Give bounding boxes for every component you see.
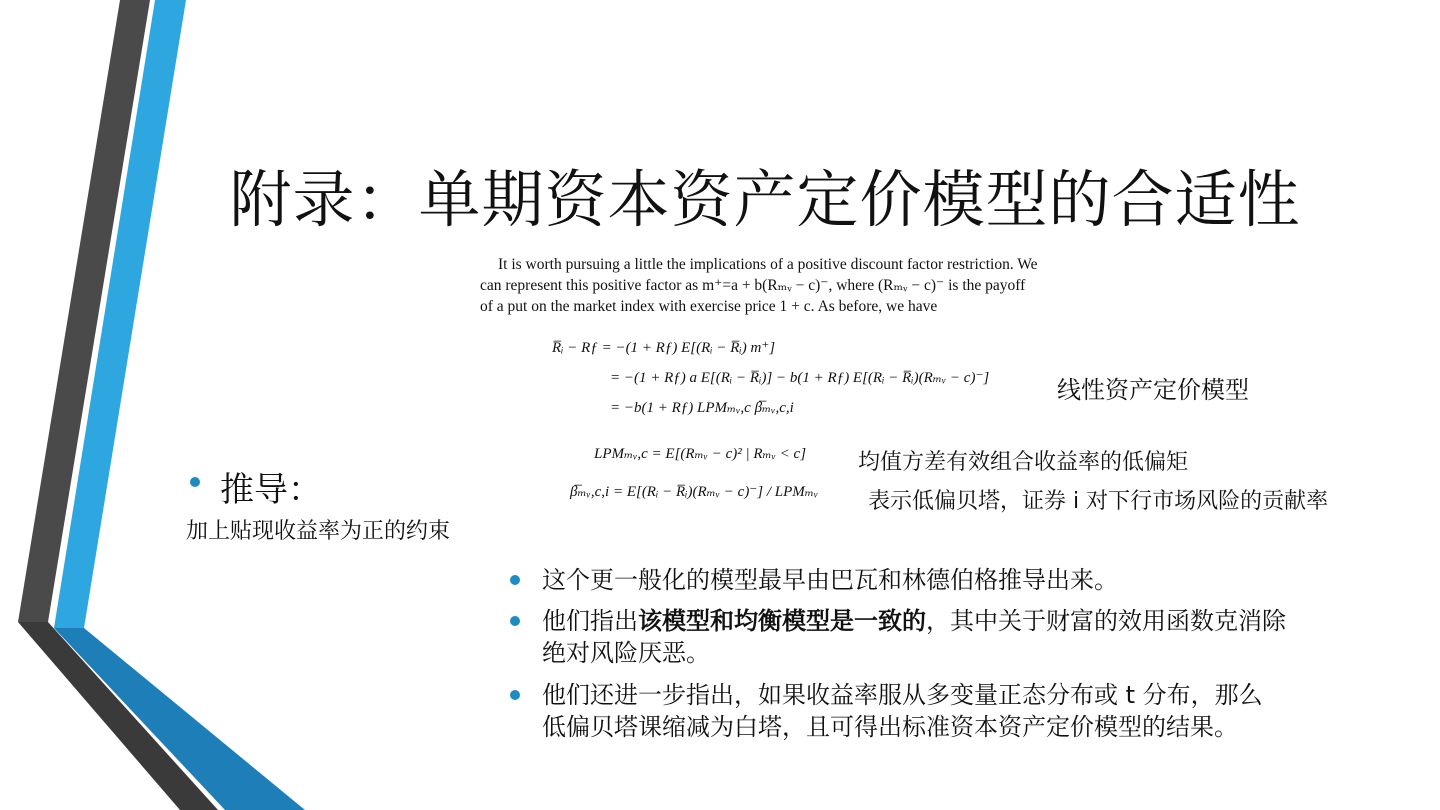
derivation-heading: 推导： bbox=[220, 470, 322, 510]
paper-line-2: can represent this positive factor as m⁺=a + b(Rₘᵥ − c)⁻, where (Rₘᵥ − c)⁻ is the payoff bbox=[480, 277, 1026, 294]
list-item bbox=[542, 679, 1277, 743]
equation-3: = −b(1 + Rƒ) LPMₘᵥ,c β̅ₘᵥ,c,i bbox=[610, 400, 794, 416]
equation-beta: β̅ₘᵥ,c,i = E[(Rᵢ − R̅ᵢ)(Rₘᵥ − c)⁻] / LPMₘᵥ bbox=[570, 484, 819, 500]
bullet-icon bbox=[510, 575, 520, 585]
lpm-note: 均值方差有效组合收益率的低偏矩 bbox=[858, 450, 1189, 475]
slide-title: 附录：单期资本资产定价模型的合适性 bbox=[229, 163, 1301, 236]
bullet-icon bbox=[510, 616, 520, 626]
list-item-text: 这个更一般化的模型最早由巴瓦和林德伯格推导出来。 bbox=[542, 566, 1118, 594]
list-item bbox=[542, 564, 1302, 596]
constraint-subtext: 加上贴现收益率为正的约束 bbox=[186, 519, 451, 544]
linear-model-note: 线性资产定价模型 bbox=[1057, 376, 1249, 404]
bullet-icon bbox=[190, 477, 200, 487]
list-item-text-pre: 他们指出 bbox=[542, 607, 638, 635]
beta-note: 表示低偏贝塔，证券 i 对下行市场风险的贡献率 bbox=[868, 489, 1329, 514]
paper-line-1: It is worth pursuing a little the implications of a positive discount factor restriction. We bbox=[498, 256, 1038, 273]
list-item-text-post: ，其中关于财富的效用函数克消除绝对风险厌恶。 bbox=[542, 607, 1286, 667]
equation-1: R̅ᵢ − Rƒ = −(1 + Rƒ) E[(Rᵢ − R̅ᵢ) m⁺] bbox=[552, 340, 776, 356]
equation-lpm: LPMₘᵥ,c = E[(Rₘᵥ − c)² | Rₘᵥ < c] bbox=[594, 446, 807, 462]
list-item bbox=[542, 605, 1287, 669]
bullet-icon bbox=[510, 690, 520, 700]
list-item-emphasis: 该模型和均衡模型是一致的 bbox=[638, 607, 926, 635]
decorative-stripes bbox=[0, 0, 320, 810]
paper-line-3: of a put on the market index with exercise price 1 + c. As before, we have bbox=[480, 298, 938, 315]
paper-excerpt bbox=[480, 254, 1120, 317]
list-item-text: 他们还进一步指出，如果收益率服从多变量正态分布或 t 分布，那么低偏贝塔课缩减为白塔，且可得出标准资本资产定价模型的结果。 bbox=[542, 681, 1263, 741]
equation-2: = −(1 + Rƒ) a E[(Rᵢ − R̅ᵢ)] − b(1 + Rƒ) E[(Rᵢ − R̅ᵢ)(Rₘᵥ − c)⁻] bbox=[610, 370, 990, 386]
